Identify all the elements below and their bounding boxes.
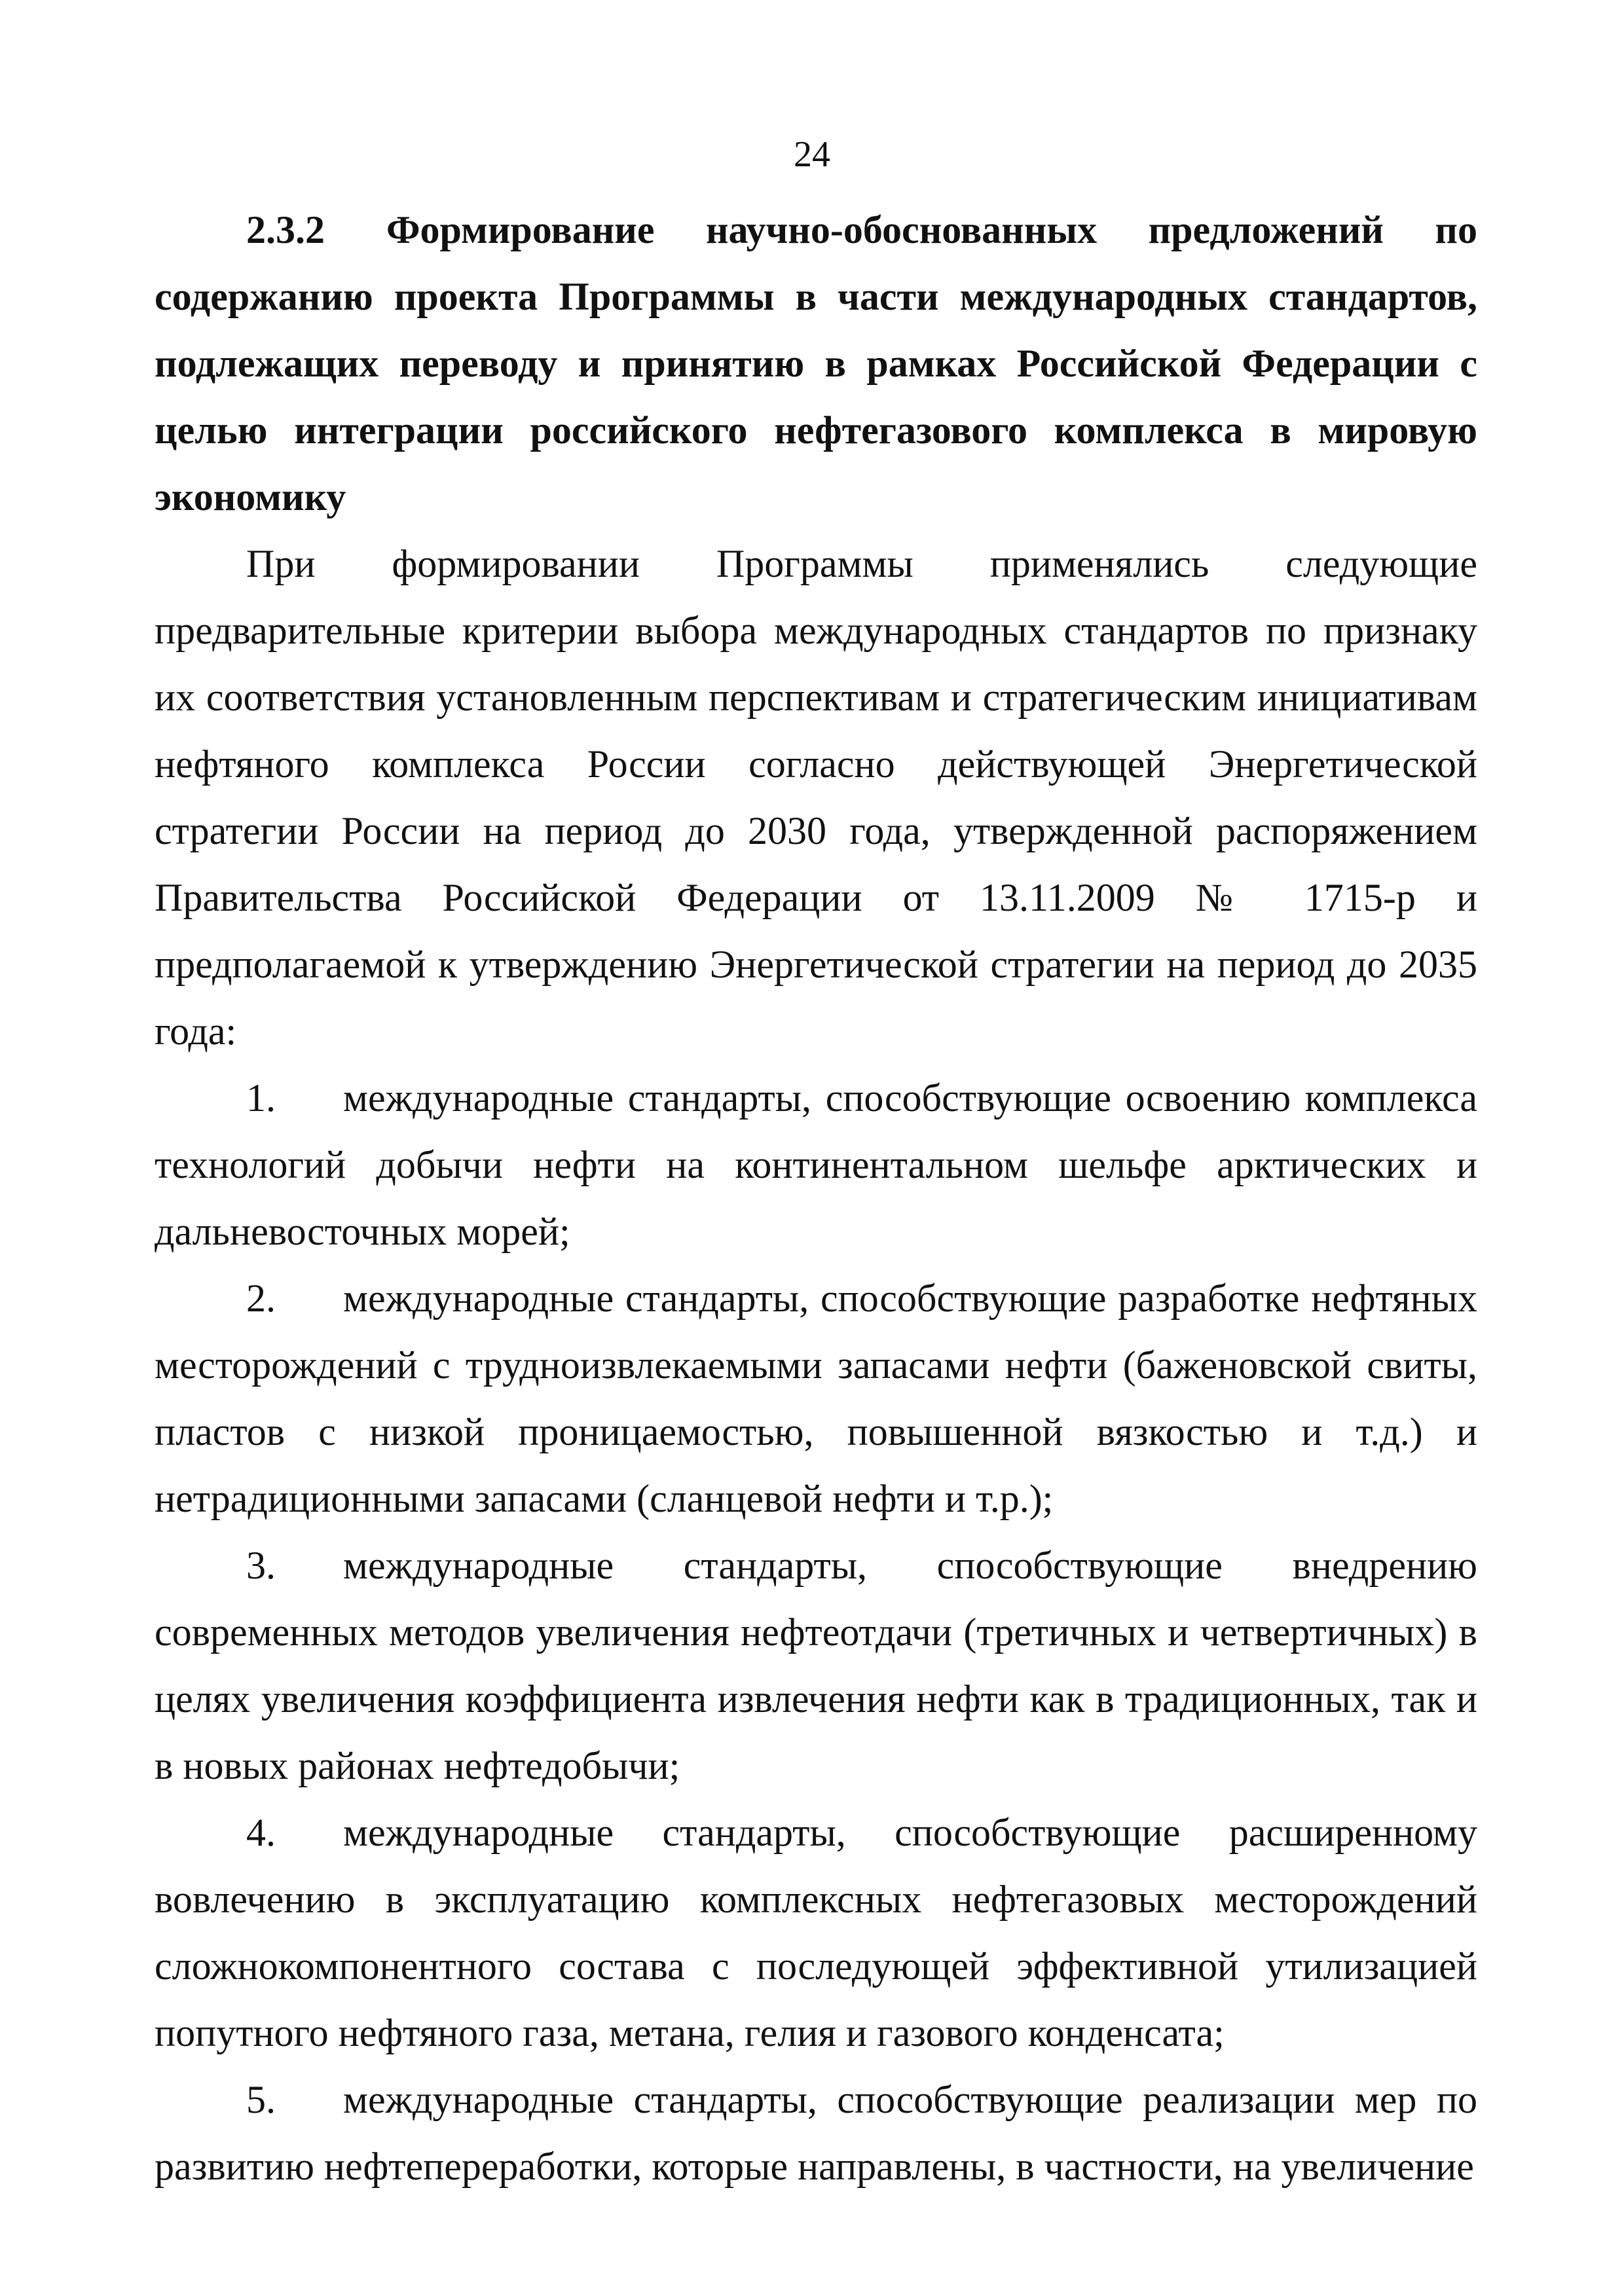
list-item-text: международные стандарты, способствующие разработке нефтяных месторождений с трудноизвлекаемыми запасами нефти (баженовской свиты, пластов с низкой проницаемостью, повышенной вязкостью и т.д.) и нетрадиционными запасами (сланцевой нефти и т.р.); [155,1277,1477,1520]
list-item [155,1065,1477,1265]
list-item [155,1265,1477,1532]
section-heading [155,196,1477,530]
list-item [155,1532,1477,1799]
list-item [155,2066,1477,2200]
list-item-text: международные стандарты, способствующие освоению комплекса технологий добычи нефти на континентальном шельфе арктических и дальневосточных морей; [155,1076,1477,1253]
section-title: Формирование научно-обоснованных предложений по содержанию проекта Программы в части международных стандартов, подлежащих переводу и принятию в рамках Российской Федерации с целью интеграции российского нефтегазового комплекса в мировую экономику [155,208,1477,519]
list-item-number: 3. [246,1544,276,1587]
page-number: 24 [794,134,830,175]
list-item-text: международные стандарты, способствующие расширенному вовлечению в эксплуатацию комплексных нефтегазовых месторождений сложнокомпонентного состава с последующей эффективной утилизацией попутного нефтяного газа, метана, гелия и газового конденсата; [155,1811,1477,2054]
document-body [155,196,1477,2200]
list-item-number: 5. [246,2078,276,2121]
list-item-text: международные стандарты, способствующие реализации мер по развитию нефтепереработки, которые направлены, в частности, на увеличение [155,2078,1477,2188]
section-number: 2.3.2 [246,208,325,251]
list-item [155,1799,1477,2066]
list-item-number: 4. [246,1811,276,1854]
intro-paragraph: При формировании Программы применялись следующие предварительные критерии выбора международных стандартов по признаку их соответствия установленным перспективам и стратегическим инициативам нефтяного комплекса России согласно действующей Энергетической стратегии России на период до 2030 года, утвержденной распоряжением Правительства Российской Федерации от 13.11.2009 № 1715-р и предполагаемой к утверждению Энергетической стратегии на период до 2035 года: [155,542,1477,1053]
list-item-text: международные стандарты, способствующие внедрению современных методов увеличения нефтеотдачи (третичных и четвертичных) в целях увеличения коэффициента извлечения нефти как в традиционных, так и в новых районах нефтедобычи; [155,1544,1477,1787]
list-item-number: 2. [246,1277,276,1320]
list-item-number: 1. [246,1076,276,1120]
